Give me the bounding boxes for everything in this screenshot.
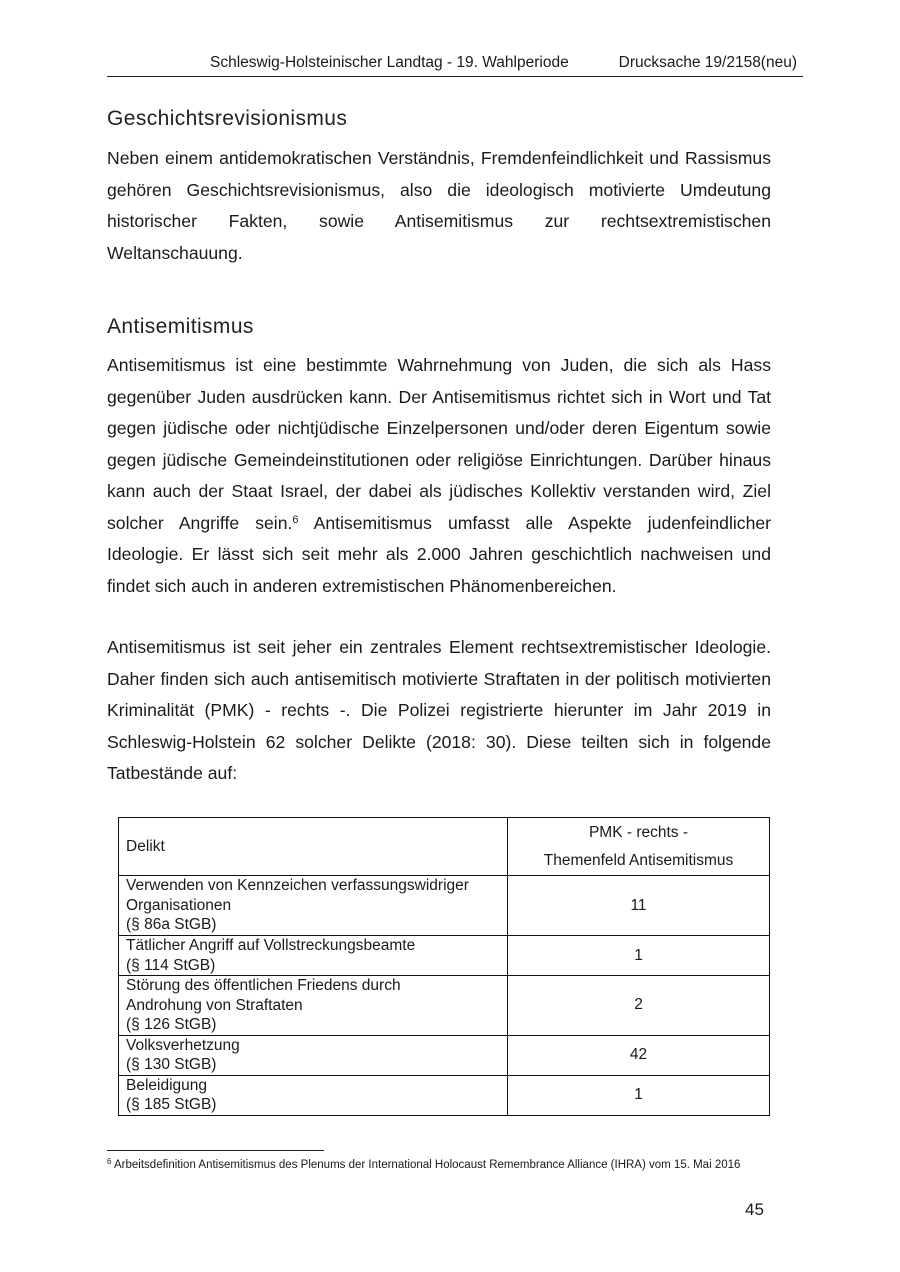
offence-line: Organisationen bbox=[126, 896, 232, 914]
offence-cell bbox=[119, 976, 508, 1036]
paragraph-antisemitismus-definition bbox=[107, 350, 771, 602]
offence-line: Androhung von Straftaten bbox=[126, 996, 303, 1014]
offence-paragraph: (§ 130 StGB) bbox=[126, 1056, 217, 1073]
offence-count: 2 bbox=[508, 976, 770, 1036]
column-header-offence: Delikt bbox=[119, 818, 508, 876]
header-document-number: Drucksache 19/2158(neu) bbox=[618, 54, 797, 71]
offence-paragraph: (§ 114 StGB) bbox=[126, 956, 216, 974]
offence-line: Tätlicher Angriff auf Vollstreckungsbeamte bbox=[126, 937, 416, 954]
footnote-divider bbox=[107, 1150, 324, 1151]
offence-cell bbox=[119, 876, 508, 936]
offence-paragraph: (§ 185 StGB) bbox=[126, 1096, 217, 1113]
offence-paragraph: (§ 86a StGB) bbox=[126, 916, 217, 934]
column-header-line: PMK - rechts - bbox=[588, 823, 689, 841]
offence-paragraph: (§ 126 StGB) bbox=[126, 1016, 217, 1033]
heading-geschichtsrevisionismus: Geschichtsrevisionismus bbox=[107, 107, 348, 130]
offence-cell bbox=[119, 1075, 508, 1115]
offence-line: Volksverhetzung bbox=[126, 1036, 240, 1054]
heading-antisemitismus: Antisemitismus bbox=[107, 315, 254, 338]
table-row bbox=[119, 1035, 770, 1075]
offence-line: Störung des öffentlichen Friedens durch bbox=[126, 977, 401, 994]
offence-count: 1 bbox=[508, 936, 770, 976]
paragraph-text-part: Antisemitismus ist eine bestimmte Wahrnehmung von Juden, die sich als Hass gegenüber Juden ausdrücken kann. Der Antisemitismus richtet sich in Wort und Tat gegen jüdische oder nichtjüdische Einzelpersonen und/oder deren Eigentum sowie gegen jüdische Gemeindeinstitutionen oder religiöse Einrichtungen. Darüber hinaus kann auch der Staat Israel, der dabei als jüdisches Kollektiv verstanden wird, Ziel solcher Angriffe sein. bbox=[107, 355, 771, 533]
column-header-line: Themenfeld Antisemitismus bbox=[543, 851, 734, 869]
paragraph-geschichtsrevisionismus: Neben einem antidemokratischen Verständnis, Fremdenfeindlichkeit und Rassismus gehören Geschichtsrevisionismus, also die ideologisch motivierte Umdeutung historischer Fakten, sowie Antisemitismus zur rechtsextremistischen Weltanschauung. bbox=[107, 148, 771, 263]
offence-line: Beleidigung bbox=[126, 1076, 208, 1094]
footnote-reference[interactable]: 6 bbox=[292, 513, 299, 526]
table-row bbox=[119, 876, 770, 936]
footnote bbox=[107, 1158, 757, 1173]
footnote-number: 6 bbox=[107, 1157, 112, 1166]
paragraph-antisemitismus-statistics: Antisemitismus ist seit jeher ein zentrales Element rechtsextremistischer Ideologie. Daher finden sich auch antisemitisch motivierte Straftaten in der politisch motivierten Kriminalität (PMK) - rechts -. Die Polizei registrierte hierunter im Jahr 2019 in Schleswig-Holstein 62 solcher Delikte (2018: 30). Diese teilten sich in folgende Tatbestände auf: bbox=[107, 637, 771, 783]
offence-line: Verwenden von Kennzeichen verfassungswidriger bbox=[126, 877, 469, 895]
page-header bbox=[107, 50, 803, 77]
footnote-text: Arbeitsdefinition Antisemitismus des Plenums der International Holocaust Remembrance Alliance (IHRA) vom 15. Mai 2016 bbox=[111, 1159, 741, 1171]
offences-table bbox=[118, 817, 770, 1116]
table-row bbox=[119, 976, 770, 1036]
table-row bbox=[119, 936, 770, 976]
header-parliament: Schleswig-Holsteinischer Landtag - 19. Wahlperiode bbox=[210, 54, 569, 71]
paragraph-text-part: Antisemitismus umfasst alle Aspekte judenfeindlicher Ideologie. Er lässt sich seit mehr als 2.000 Jahren geschichtlich nachweisen und findet sich auch in anderen extremistischen Phänomenbereichen. bbox=[107, 512, 772, 596]
offence-cell bbox=[119, 936, 508, 976]
column-header-count bbox=[508, 818, 770, 876]
offence-cell bbox=[119, 1035, 508, 1075]
offence-count: 1 bbox=[508, 1075, 770, 1115]
table-row bbox=[119, 1075, 770, 1115]
page-number: 45 bbox=[745, 1200, 764, 1219]
offence-count: 42 bbox=[508, 1035, 770, 1075]
table-header-row bbox=[119, 818, 770, 876]
offence-count: 11 bbox=[508, 876, 770, 936]
